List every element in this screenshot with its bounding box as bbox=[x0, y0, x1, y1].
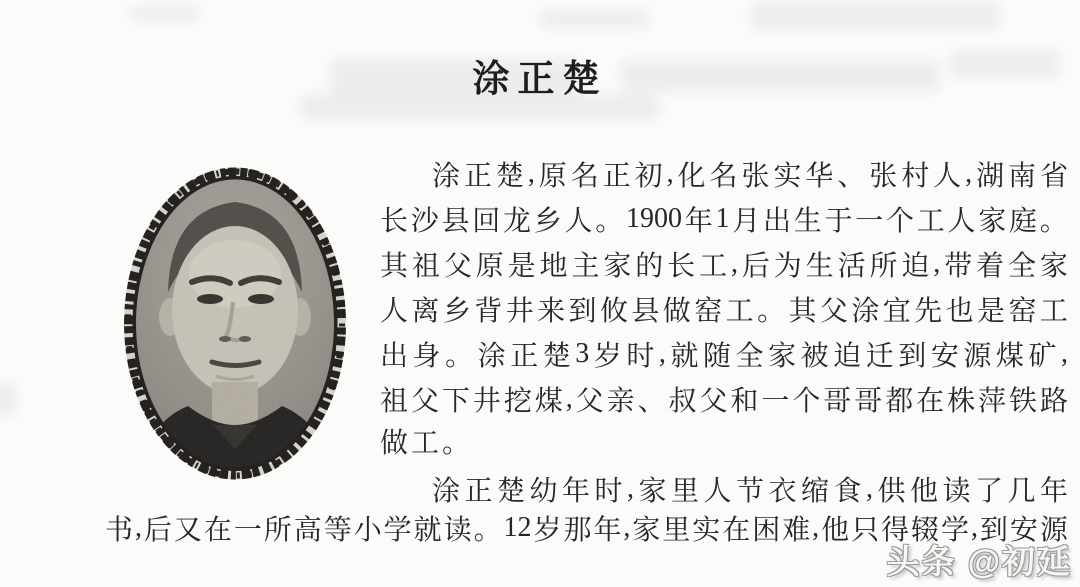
bleedthrough-smudge bbox=[750, 2, 1000, 30]
bleedthrough-smudge bbox=[0, 382, 16, 416]
body-line: 涂 正 楚 , 原 名 正 初 , 化 名 张 实 华 、 张 村 人 , 湖 南 省 bbox=[432, 157, 1068, 192]
body-line: 出 身 。 涂 正 楚 3 岁 时 , 就 随 全 家 被 迫 迁 到 安 源 煤 矿 , bbox=[380, 337, 1068, 372]
body-line: 长 沙 县 回 龙 乡 人 。 1900 年 1 月 出 生 于 一 个 工 人 家 庭 。 bbox=[380, 202, 1068, 237]
page-title: 涂正楚 bbox=[472, 59, 608, 100]
watermark-text: 头条 @初延 bbox=[886, 543, 1072, 580]
body-line: 做工。 bbox=[380, 428, 474, 459]
body-line: 其 祖 父 原 是 地 主 家 的 长 工 , 后 为 生 活 所 迫 , 带 着 全 家 bbox=[380, 247, 1068, 282]
portrait-photo-drawing bbox=[118, 162, 352, 485]
portrait-photo bbox=[118, 162, 352, 485]
body-line: 涂 正 楚 幼 年 时 , 家 里 人 节 衣 缩 食 , 供 他 读 了 几 年 bbox=[432, 472, 1068, 507]
bleedthrough-smudge bbox=[130, 6, 200, 21]
body-line: 人 离 乡 背 井 来 到 攸 县 做 窑 工 。 其 父 涂 宜 先 也 是 窑 工 bbox=[380, 295, 1068, 327]
biography-text-column bbox=[380, 151, 1068, 511]
bleedthrough-smudge bbox=[540, 10, 650, 28]
body-line: 书 , 后 又 在 一 所 高 等 小 学 就 读 。 12 岁 那 年 , 家 里 实 在 困 难 , 他 只 得 辍 学 , 到 安 源 bbox=[105, 511, 1068, 546]
body-line: 祖 父 下 井 挖 煤 , 父 亲 、 叔 父 和 一 个 哥 哥 都 在 株 萍 铁 路 bbox=[380, 382, 1068, 417]
